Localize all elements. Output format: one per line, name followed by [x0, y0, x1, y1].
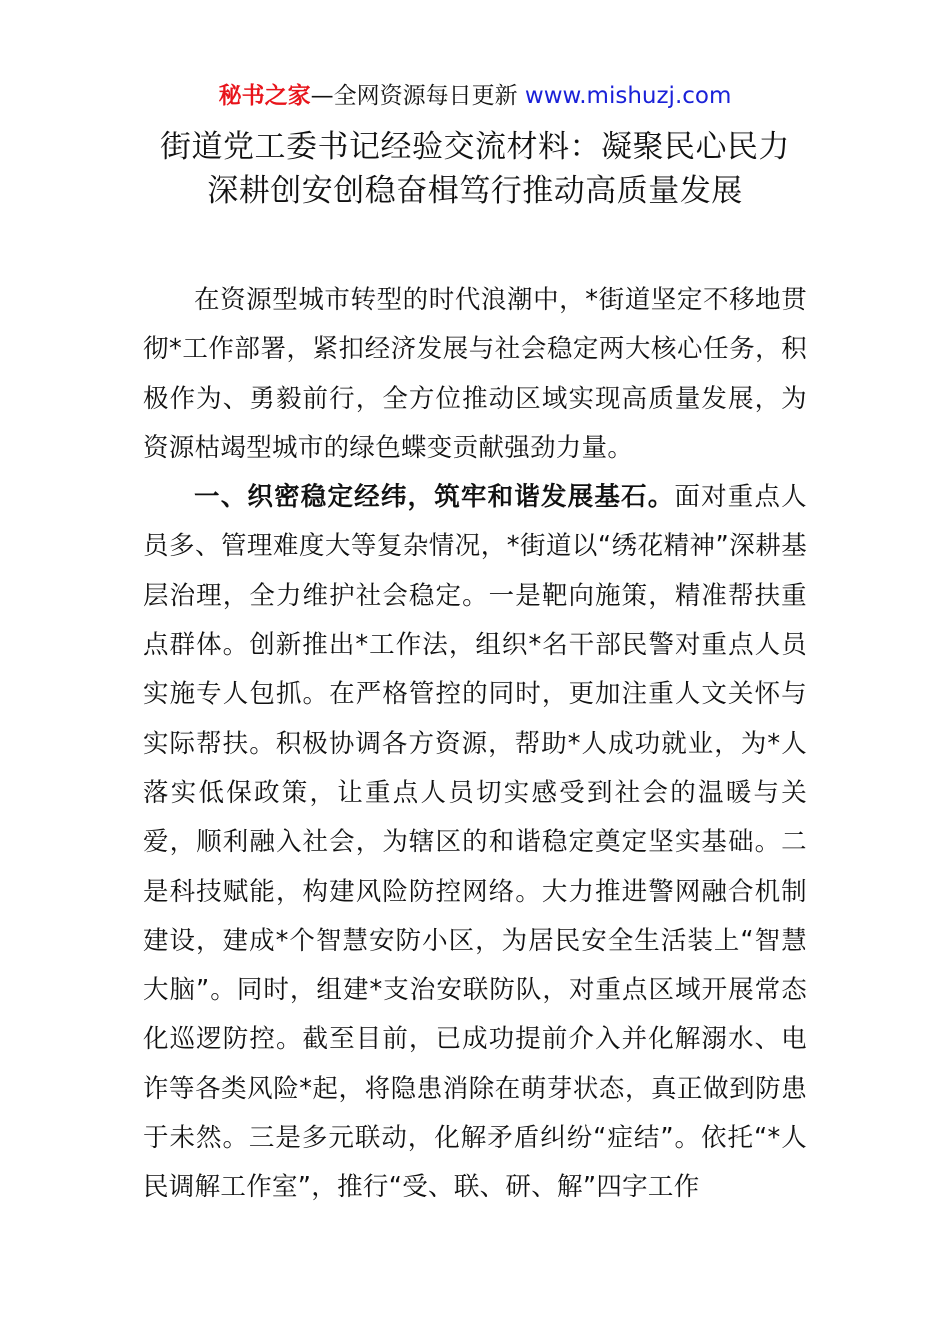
paragraph-section-1	[143, 473, 807, 1212]
document-body	[143, 276, 807, 1213]
site-url-link[interactable]: www.mishuzj.com	[524, 83, 732, 109]
paragraph-intro: 在资源型城市转型的时代浪潮中，*街道坚定不移地贯彻*工作部署，紧扣经济发展与社会稳定两大核心任务，积极作为、勇毅前行，全方位推动区域实现高质量发展，为资源枯竭型城市的绿色蝶变贡献强劲力量。	[143, 285, 807, 463]
section-text: 面对重点人员多、管理难度大等复杂情况，*街道以“绣花精神”深耕基层治理，全力维护社会稳定。一是靶向施策，精准帮扶重点群体。创新推出*工作法，组织*名干部民警对重点人员实施专人包抓。在严格管控的同时，更加注重人文关怀与实际帮扶。积极协调各方资源，帮助*人成功就业，为*人落实低保政策，让重点人员切实感受到社会的温暖与关爱，顺利融入社会，为辖区的和谐稳定奠定坚实基础。二是科技赋能，构建风险防控网络。大力推进警网融合机制建设，建成*个智慧安防小区，为居民安全生活装上“智慧大脑”。同时，组建*支治安联防队，对重点区域开展常态化巡逻防控。截至目前，已成功提前介入并化解溺水、电诈等各类风险*起，将隐患消除在萌芽状态，真正做到防患于未然。三是多元联动，化解矛盾纠纷“症结”。依托“*人民调解工作室”，推行“受、联、研、解”四字工作	[143, 482, 807, 1203]
section-heading: 一、织密稳定经纬，筑牢和谐发展基石。	[194, 482, 675, 513]
site-brand: 秘书之家	[218, 83, 311, 109]
site-tagline: —全网资源每日更新	[310, 83, 525, 109]
title-line-2: 深耕创安创稳奋楫笃行推动高质量发展	[207, 173, 743, 209]
document-title	[0, 125, 950, 213]
title-line-1: 街道党工委书记经验交流材料：凝聚民心民力	[160, 129, 790, 165]
site-banner	[0, 80, 950, 112]
